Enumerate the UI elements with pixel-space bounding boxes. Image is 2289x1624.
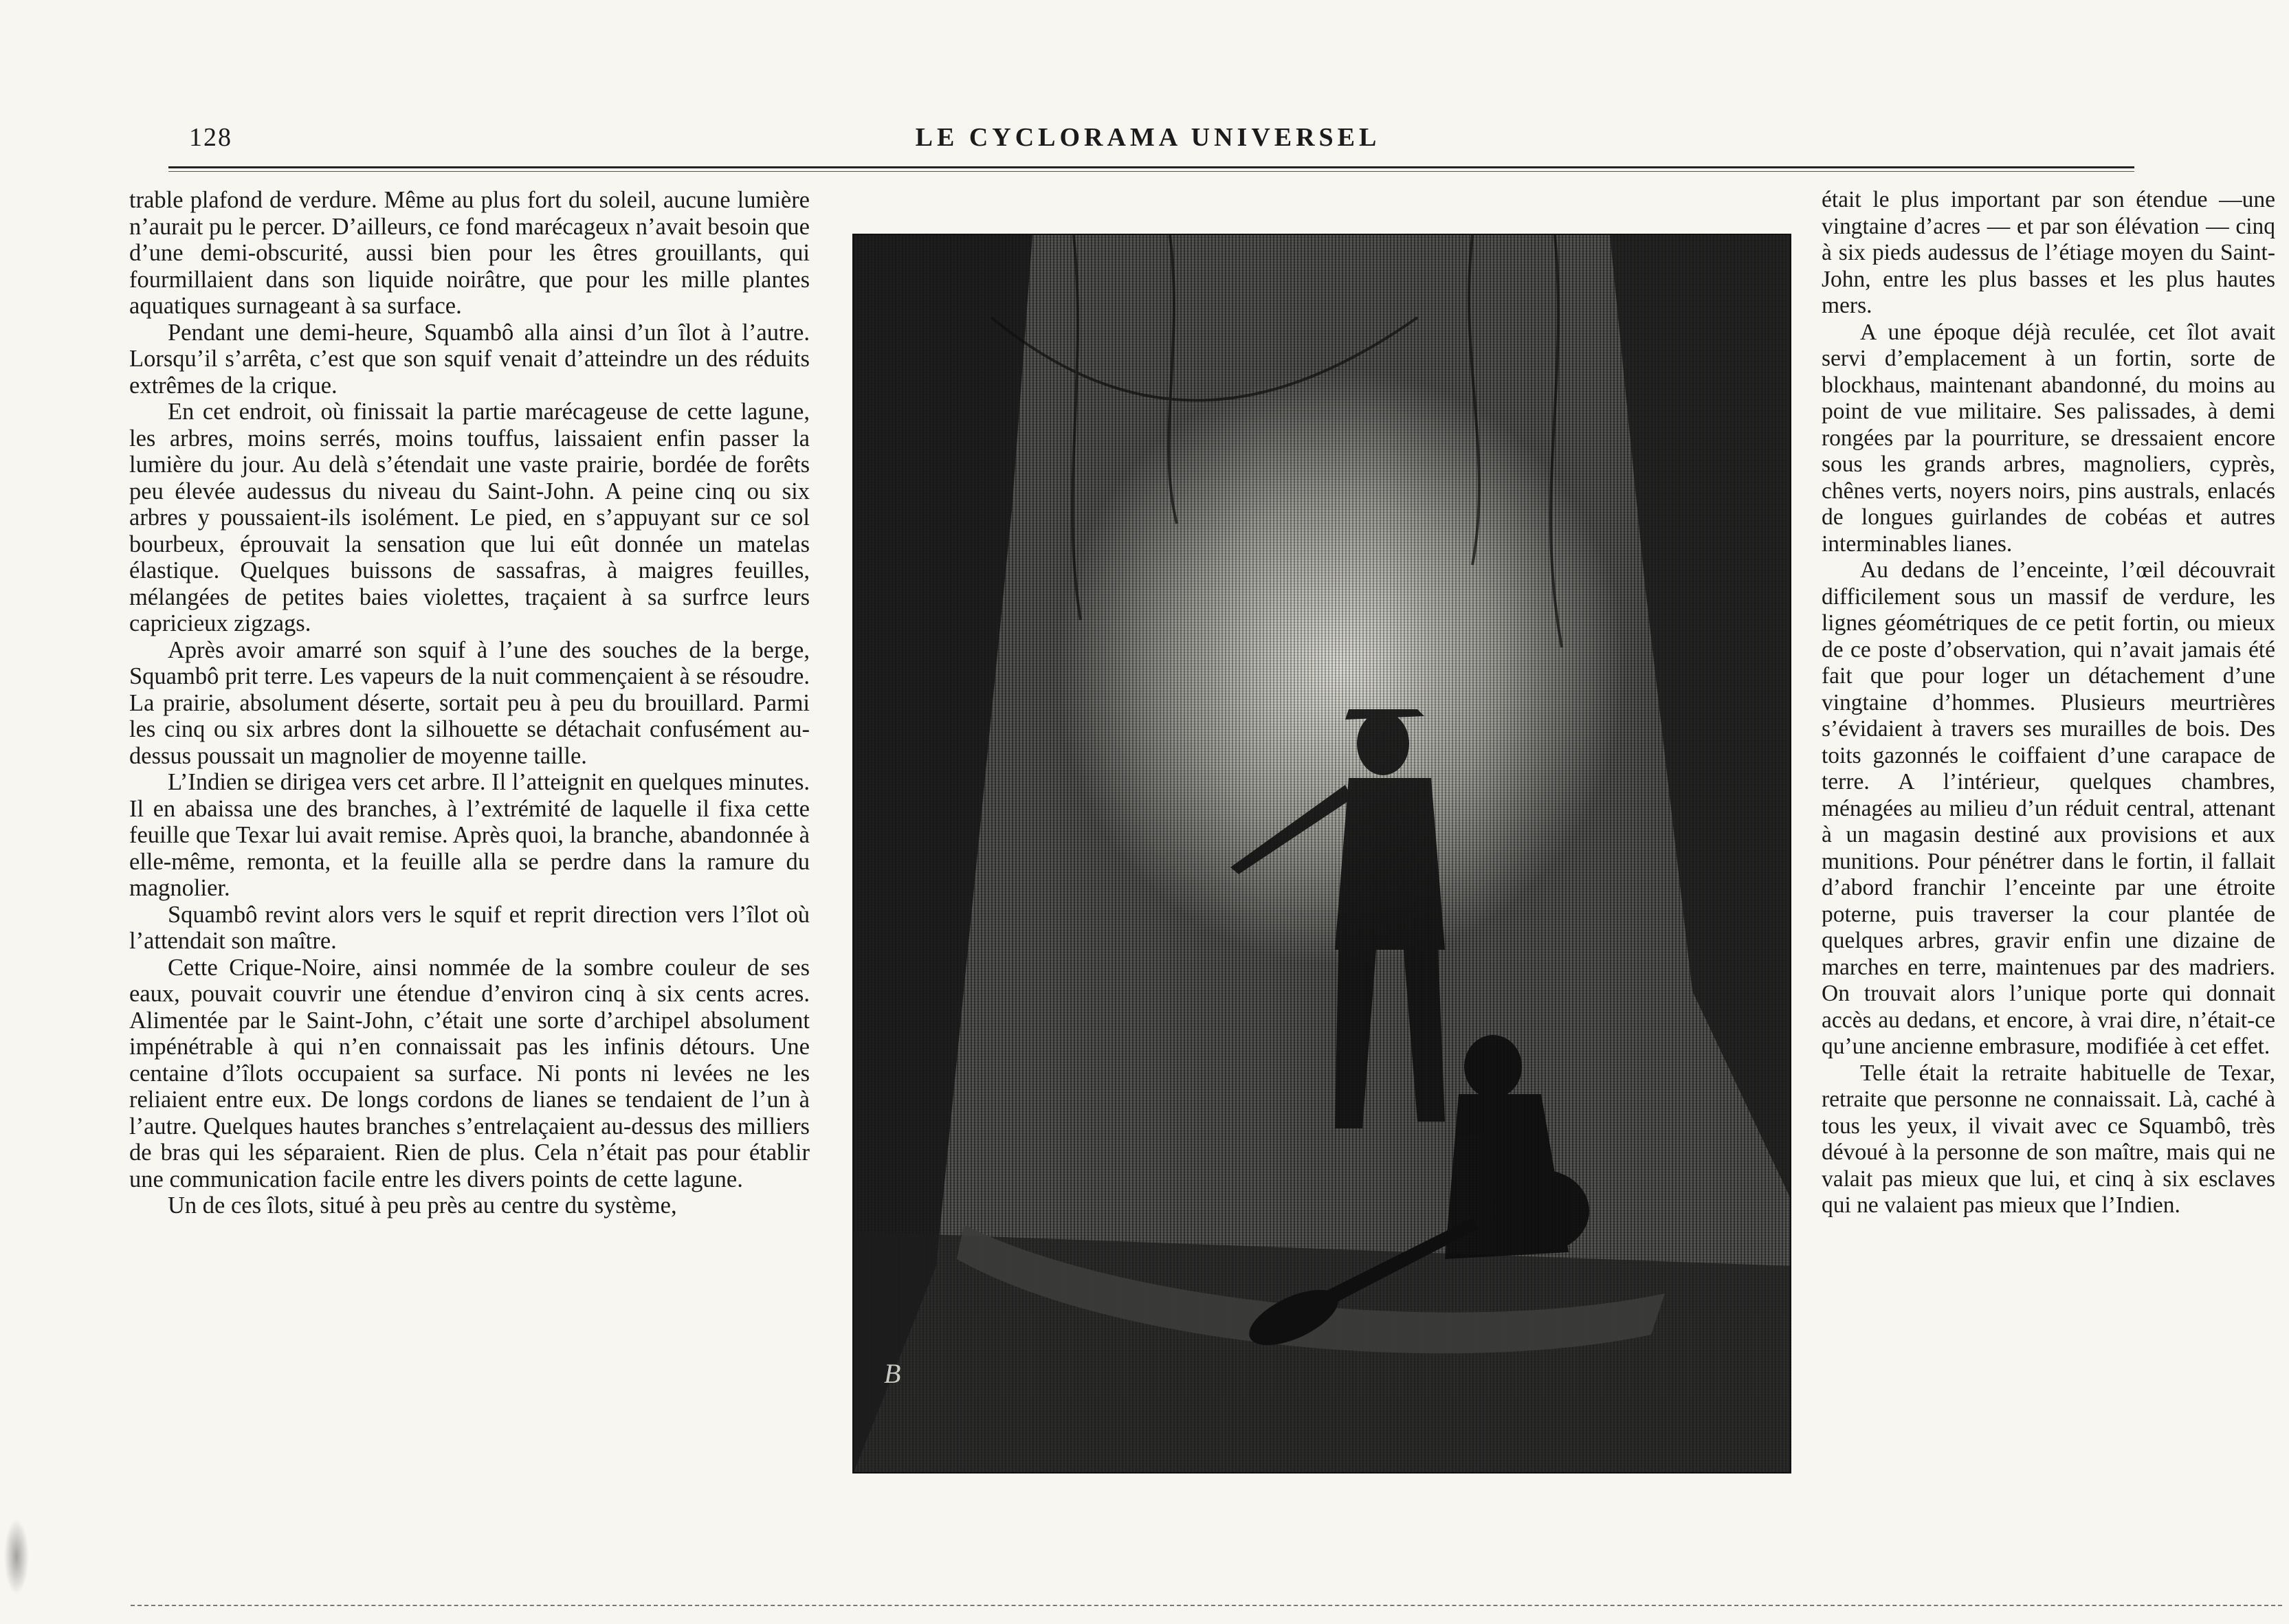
- paragraph: L’Indien se dirigea vers cet arbre. Il l’atteignit en quelques minutes. Il en abaissa une des branches, à l’extrémité de laquelle il fixa cette feuille que Texar lui avait remise. Après quoi, la branche, abandonnée à elle-même, remonta, et la feuille alla se perdre dans la ramure du magnolier.: [129, 769, 810, 901]
- running-title: LE CYCLORAMA UNIVERSEL: [915, 123, 1381, 152]
- paragraph: Après avoir amarré son squif à l’une des souches de la berge, Squambô prit terre. Les vapeurs de la nuit commençaient à se résoudre. La prairie, absolument déserte, sortait peu à peu du brouillard. Parmi les cinq ou six arbres dont la silhouette se détachait confusément au-dessus poussait un magnolier de moyenne taille.: [129, 636, 810, 769]
- paragraph: A une époque déjà reculée, cet îlot avait servi d’emplacement à un fortin, sorte de blockhaus, maintenant abandonné, du moins au point de vue militaire. Ses palissades, à demi rongées par la pourriture, se dressaient encore sous les grands arbres, magnoliers, cyprès, chênes verts, noyers noirs, pins australs, enlacés de longues guirlandes de cobéas et autres interminables lianes.: [1822, 319, 2275, 557]
- paragraph: était le plus important par son étendue —une vingtaine d’acres — et par son élévation — cinq à six pieds audessus de l’étiage moyen du Saint-John, entre les plus basses et les plus hautes mers.: [1822, 187, 2275, 318]
- artist-signature: B: [884, 1358, 901, 1389]
- page-header: [168, 122, 2127, 164]
- margin-smudge: [4, 1519, 29, 1594]
- paragraph: Au dedans de l’enceinte, l’œil découvrait difficilement sous un massif de verdure, les lignes géométriques de ce petit fortin, ou mieux de ce poste d’observation, qui n’avait jamais été fait que pour loger un détachement d’une vingtaine d’hommes. Plusieurs meurtrières s’évidaient à travers ses murailles de bois. Des toits gazonnés le coiffaient d’une carapace de terre. A l’intérieur, quelques chambres, ménagées au milieu d’un réduit central, attenant à un magasin destiné aux provisions et aux munitions. Pour pénétrer dans le fortin, il fallait d’abord franchir l’enceinte par une étroite poterne, puis traverser la cour plantée de quelques arbres, gravir enfin une dizaine de marches en terre, maintenues par des madriers. On trouvait alors l’unique porte qui donnait accès au dedans, et encore, à vrai dire, n’était-ce qu’une ancienne embrasure, modifiée à cet effet.: [1822, 557, 2275, 1059]
- paragraph: En cet endroit, où finissait la partie marécageuse de cette lagune, les arbres, moins serrés, moins touffus, laissaient enfin passer la lumière du jour. Au delà s’étendait une vaste prairie, bordée de forêts peu élevée audessus du niveau du Saint-John. A peine cinq ou six arbres y poussaient-ils isolément. Le pied, en s’appuyant sur ce sol bourbeux, éprouvait la sensation que lui eût donnée un matelas élastique. Quelques buissons de sassafras, à maigres feuilles, mélangées de petites baies violettes, traçaient à sa surfrce leurs capricieux zigzags.: [129, 399, 810, 636]
- paragraph: Cette Crique-Noire, ainsi nommée de la sombre couleur de ses eaux, pouvait couvrir une étendue d’environ cinq à six cents acres. Alimentée par le Saint-John, c’était une sorte d’archipel absolument impénétrable à qui n’en connaissait pas les infinis détours. Une centaine d’îlots occupaient sa surface. Ni ponts ni levées ne les reliaient entre eux. De longs cordons de lianes se tendaient de l’un à l’autre. Quelques hautes branches s’entrelaçaient au-dessus des milliers de bras qui les séparaient. Rien de plus. Cela n’était pas pour établir une communication facile entre les divers points de cette lagune.: [129, 954, 810, 1192]
- engraving-scene: [854, 235, 1790, 1472]
- paragraph: Squambô revint alors vers le squif et reprit direction vers l’îlot où l’attendait son maître.: [129, 901, 810, 954]
- paragraph: Un de ces îlots, situé à peu près au centre du système,: [168, 1192, 677, 1219]
- paragraph: Pendant une demi-heure, Squambô alla ainsi d’un îlot à l’autre. Lorsqu’il s’arrêta, c’est que son squif venait d’atteindre un des réduits extrêmes de la crique.: [129, 319, 810, 399]
- engraving-illustration: [852, 234, 1791, 1473]
- bottom-rule: [131, 1605, 2282, 1606]
- paragraph: trable plafond de verdure. Même au plus fort du soleil, aucune lumière n’aurait pu le percer. D’ailleurs, ce fond marécageux n’avait besoin que d’une demi-obscurité, aussi bien pour les êtres grouillants, qui fourmillaient dans son liquide noirâtre, que pour les mille plantes aquatiques surnageant à sa surface.: [129, 187, 810, 319]
- page-number: 128: [189, 123, 232, 152]
- right-text-column: [1822, 187, 2275, 1219]
- paragraph: Telle était la retraite habituelle de Texar, retraite que personne ne connaissait. Là, caché à tous les yeux, il vivait avec ce Squambô, très dévoué à la personne de son maître, mais qui ne valait pas mieux que lui, et cinq à six esclaves qui ne valaient pas mieux que l’Indien.: [1822, 1060, 2275, 1218]
- header-rule: [168, 166, 2134, 172]
- left-text-column: [129, 187, 810, 1219]
